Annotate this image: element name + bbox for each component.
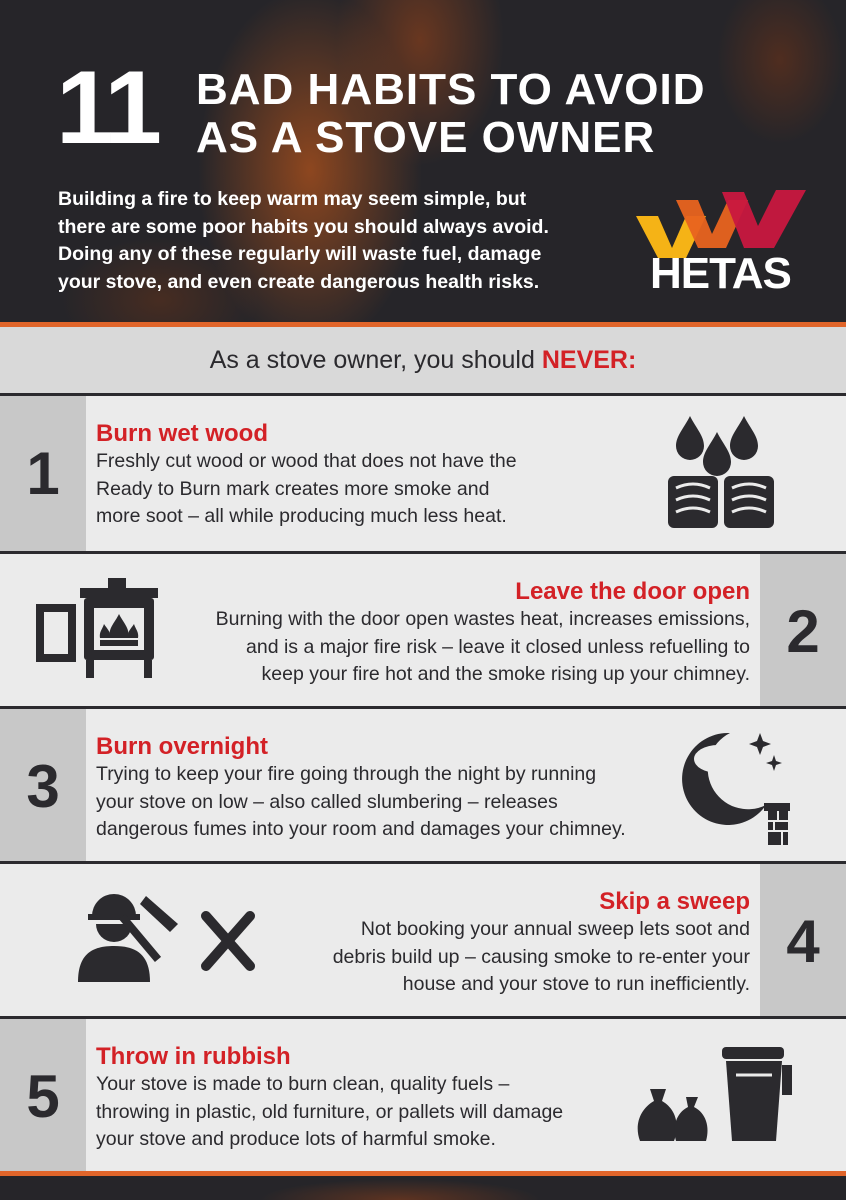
title-line-2: AS A STOVE OWNER <box>196 113 656 162</box>
description-line: dangerous fumes into your room and damages your chimney. <box>96 818 626 840</box>
habit-title: Throw in rubbish <box>96 1043 291 1070</box>
intro-text <box>58 186 618 296</box>
habit-number: 1 <box>0 396 86 551</box>
habit-title: Leave the door open <box>515 578 750 605</box>
description-line: Freshly cut wood or wood that does not have the <box>96 450 517 472</box>
night-chimney-icon <box>680 725 790 847</box>
description-line: house and your stove to run inefficiently. <box>402 973 750 995</box>
habit-description <box>333 916 750 999</box>
habit-number: 5 <box>0 1019 86 1174</box>
description-line: debris build up – causing smoke to re-enter your <box>332 945 750 968</box>
habit-count: 11 <box>56 50 158 166</box>
habit-row-1 <box>0 396 846 551</box>
subheading-emphasis: NEVER: <box>541 346 637 374</box>
stove-door-open-icon <box>34 576 159 681</box>
habit-title: Skip a sweep <box>599 888 750 915</box>
intro-line: Building a fire to keep warm may seem simple, but <box>58 188 527 210</box>
rubbish-bin-icon <box>636 1045 796 1145</box>
habit-description <box>96 448 517 531</box>
habit-row-4 <box>0 861 846 1016</box>
sweep-cross-icon <box>74 890 264 986</box>
habit-number: 3 <box>0 709 86 864</box>
habit-title: Burn overnight <box>96 733 268 760</box>
habit-description <box>96 761 626 844</box>
habit-title: Burn wet wood <box>96 420 268 447</box>
intro-line: your stove, and even create dangerous health risks. <box>58 270 540 293</box>
subheading <box>0 327 846 393</box>
description-line: Not booking your annual sweep lets soot and <box>360 918 750 940</box>
intro-line: Doing any of these regularly will waste fuel, damage <box>58 243 542 265</box>
habit-description <box>96 1071 563 1154</box>
intro-line: there are some poor habits you should always avoid. <box>58 215 549 238</box>
habit-number: 4 <box>760 864 846 1019</box>
wet-wood-icon <box>666 414 776 532</box>
habit-row-2 <box>0 551 846 706</box>
description-line: throwing in plastic, old furniture, or pallets will damage <box>96 1100 564 1123</box>
description-line: and is a major fire risk – leave it closed unless refuelling to <box>246 635 750 658</box>
description-line: Burning with the door open wastes heat, increases emissions, <box>215 608 750 630</box>
description-line: more soot – all while producing much less heat. <box>96 505 507 527</box>
description-line: Ready to Burn mark creates more smoke and <box>96 477 490 500</box>
description-line: Your stove is made to burn clean, quality fuels – <box>96 1073 510 1095</box>
description-line: your stove and produce lots of harmful smoke. <box>96 1128 496 1150</box>
header-banner <box>0 0 846 322</box>
description-line: your stove on low – also called slumbering – releases <box>96 790 558 813</box>
description-line: Trying to keep your fire going through the night by running <box>96 763 597 785</box>
habit-description <box>216 606 750 689</box>
habit-row-5 <box>0 1016 846 1171</box>
hetas-logo-text: HETAS <box>650 249 791 298</box>
description-line: keep your fire hot and the smoke rising up your chimney. <box>261 663 750 685</box>
habit-row-3 <box>0 706 846 861</box>
footer-band <box>0 1176 846 1200</box>
habit-number: 2 <box>760 554 846 709</box>
title-line-1: BAD HABITS TO AVOID <box>196 65 706 114</box>
subheading-prefix: As a stove owner, you should <box>209 346 542 374</box>
